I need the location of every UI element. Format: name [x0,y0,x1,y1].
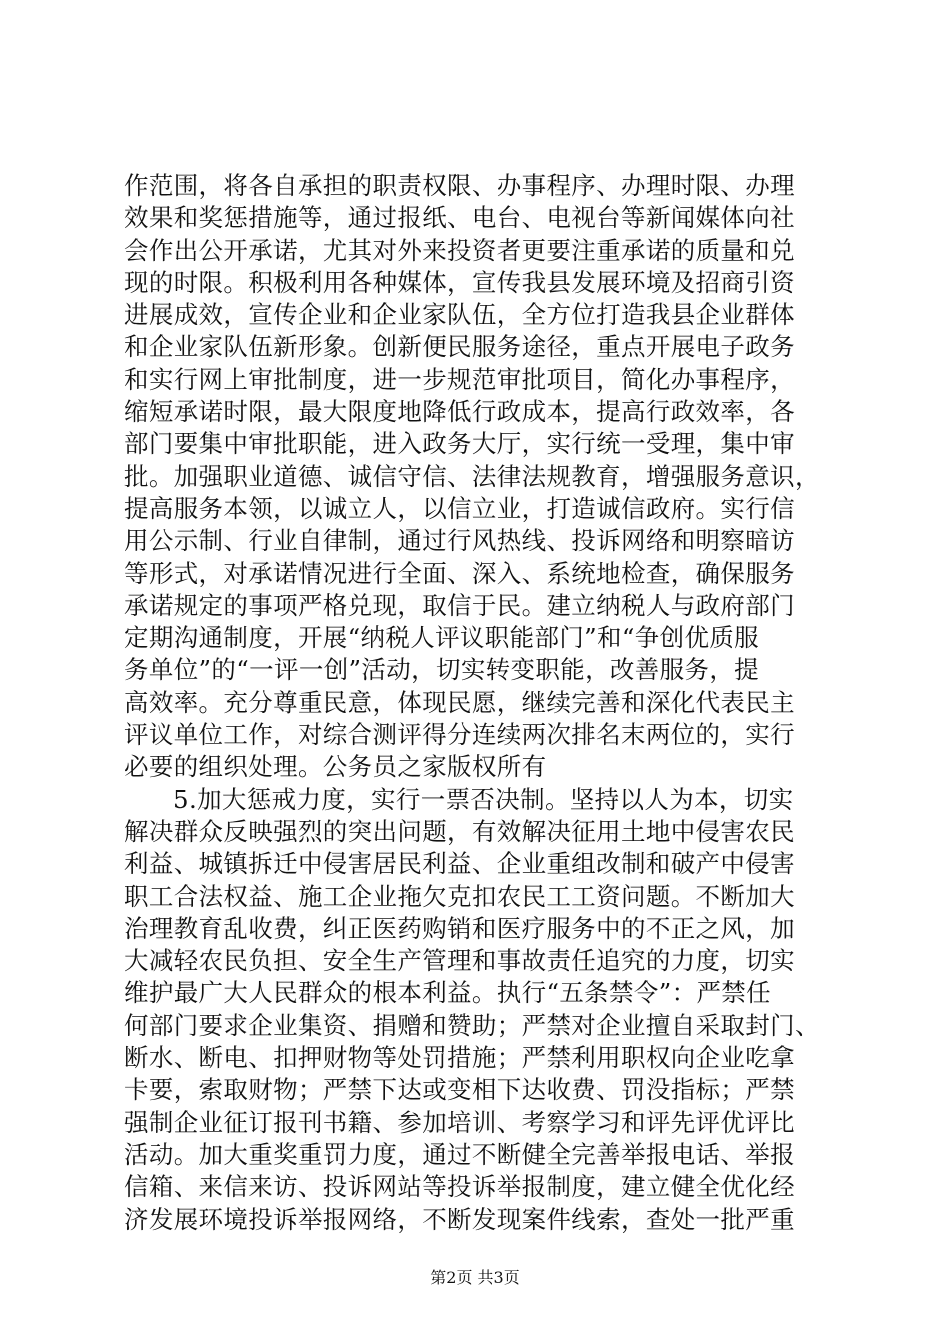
page-footer: 第2页 共3页 [430,1268,520,1287]
text-line: 部门要集中审批职能，进入政务大厅，实行统一受理，集中审 [124,429,795,459]
text-line: 强制企业征订报刊书籍、参加培训、考察学习和评先评优评比 [124,1107,795,1137]
text-line: 提高服务本领，以诚立人，以信立业，打造诚信政府。实行信 [124,493,795,523]
text-line: 批。加强职业道德、诚信守信、法律法规教育，增强服务意识， [124,461,820,491]
text-line: 会作出公开承诺，尤其对外来投资者更要注重承诺的质量和兑 [124,235,795,265]
text-line: 维护最广大人民群众的根本利益。执行“五条禁令”：严禁任 [124,978,771,1008]
text-line: 效果和奖惩措施等，通过报纸、电台、电视台等新闻媒体向社 [124,203,795,233]
text-line: 作范围，将各自承担的职责权限、办事程序、办理时限、办理 [124,171,795,200]
text-line: 解决群众反映强烈的突出问题，有效解决征用土地中侵害农民 [124,816,795,846]
text-line: 和企业家队伍新形象。创新便民服务途径，重点开展电子政务 [124,332,795,362]
text-line: 治理教育乱收费，纠正医药购销和医疗服务中的不正之风，加 [124,913,795,943]
text-line: 必要的组织处理。公务员之家版权所有 [124,752,547,782]
text-line: 断水、断电、扣押财物等处罚措施；严禁利用职权向企业吃拿 [124,1043,795,1073]
text-line: 定期沟通制度，开展“纳税人评议职能部门”和“争创优质服 [124,623,760,653]
text-line: 用公示制、行业自律制，通过行风热线、投诉网络和明察暗访 [124,526,795,556]
text-line: 承诺规定的事项严格兑现，取信于民。建立纳税人与政府部门 [124,590,795,620]
text-line: 信箱、来信来访、投诉网站等投诉举报制度，建立健全优化经 [124,1172,795,1202]
text-line: 等形式，对承诺情况进行全面、深入、系统地检查，确保服务 [124,558,795,588]
text-line: 职工合法权益、施工企业拖欠克扣农民工工资问题。不断加大 [124,881,795,911]
text-line: 现的时限。积极利用各种媒体，宣传我县发展环境及招商引资 [124,267,795,297]
text-line: 何部门要求企业集资、捐赠和赞助；严禁对企业擅自采取封门、 [124,1010,820,1040]
text-line: 利益、城镇拆迁中侵害居民利益、企业重组改制和破产中侵害 [124,849,795,879]
text-line: 缩短承诺时限，最大限度地降低行政成本，提高行政效率，各 [124,397,795,427]
section-heading-line: 5.加大惩戒力度，实行一票否决制。坚持以人为本，切实 [173,784,794,814]
text-line: 卡要，索取财物；严禁下达或变相下达收费、罚没指标；严禁 [124,1075,795,1105]
text-line: 济发展环境投诉举报网络，不断发现案件线索，查处一批严重 [124,1204,795,1234]
text-line: 进展成效，宣传企业和企业家队伍，全方位打造我县企业群体 [124,300,795,330]
body-text [124,170,844,1236]
text-line: 评议单位工作，对综合测评得分连续两次排名末两位的，实行 [124,720,795,750]
text-line: 大减轻农民负担、安全生产管理和事故责任追究的力度，切实 [124,946,795,976]
text-line: 活动。加大重奖重罚力度，通过不断健全完善举报电话、举报 [124,1139,795,1169]
text-line: 高效率。充分尊重民意，体现民愿，继续完善和深化代表民主 [124,687,795,717]
text-line: 和实行网上审批制度，进一步规范审批项目，简化办事程序， [124,364,795,394]
text-line: 务单位”的“一评一创”活动，切实转变职能，改善服务，提 [124,655,760,685]
